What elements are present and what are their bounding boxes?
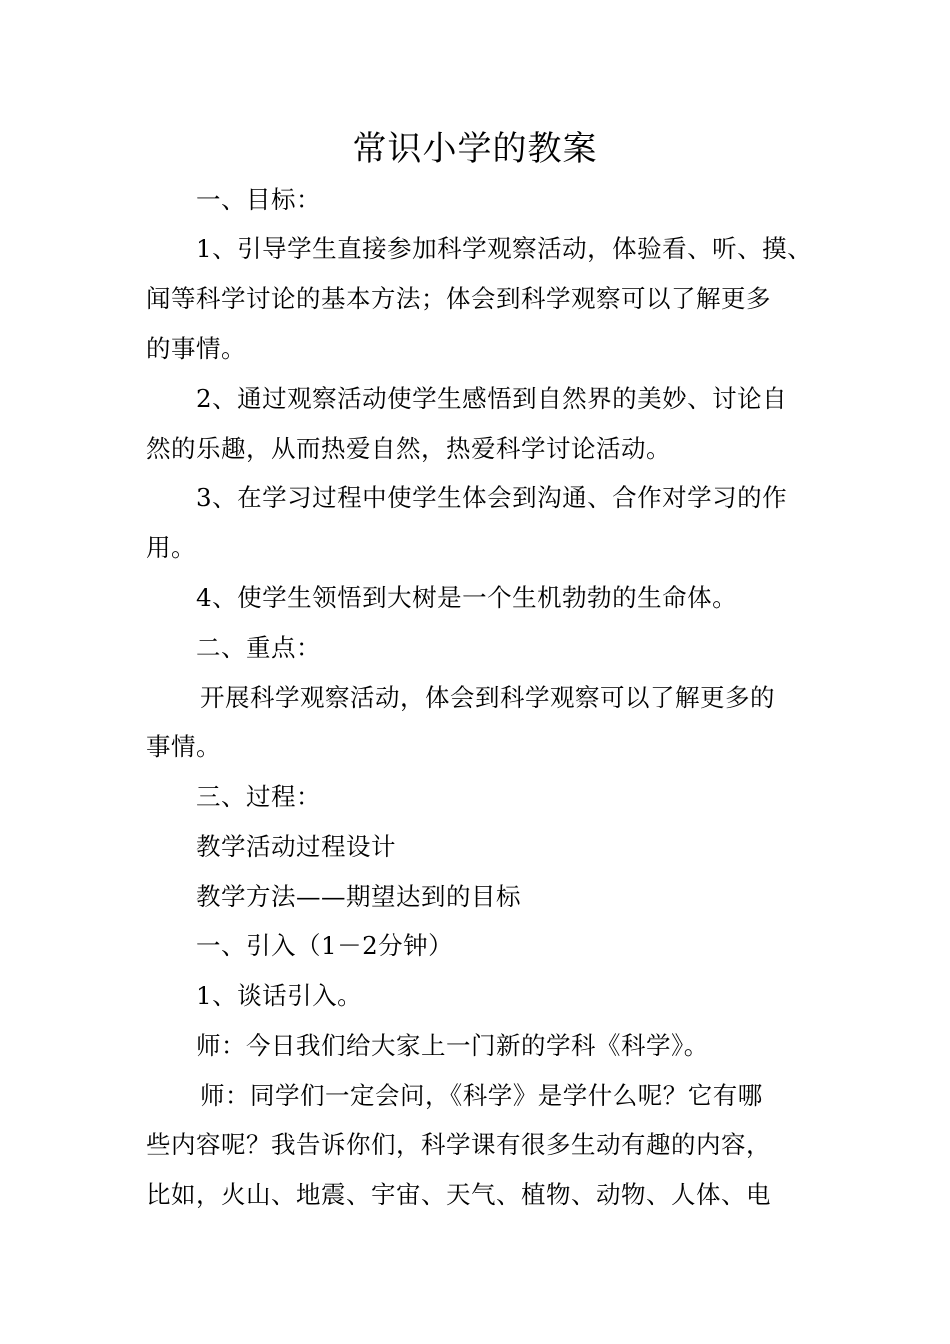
paragraph-line: 事情。 (146, 732, 221, 761)
paragraph-line: 开展科学观察活动，体会到科学观察可以了解更多的 (200, 683, 775, 712)
paragraph-line: 些内容呢？我告诉你们，科学课有很多生动有趣的内容， (146, 1130, 771, 1159)
heading-key-points: 二、重点： (196, 633, 321, 662)
paragraph-line: 师：同学们一定会问，《科学》是学什么呢？它有哪 (200, 1081, 763, 1110)
document-title: 常识小学的教案 (352, 129, 598, 169)
heading-goals: 一、目标： (196, 185, 321, 214)
paragraph-line: 1、引导学生直接参加科学观察活动，体验看、听、摸、 (196, 234, 813, 263)
paragraph-line: 闻等科学讨论的基本方法；体会到科学观察可以了解更多 (146, 284, 771, 313)
paragraph-line: 2、通过观察活动使学生感悟到自然界的美妙、讨论自 (196, 384, 788, 413)
heading-process: 三、过程： (196, 782, 321, 811)
paragraph-line: 的事情。 (146, 334, 246, 363)
heading-introduction: 一、引入（1－2分钟） (196, 931, 454, 960)
paragraph-line: 1、谈话引入。 (196, 981, 363, 1010)
paragraph-line: 4、使学生领悟到大树是一个生机勃勃的生命体。 (196, 583, 738, 612)
paragraph-line: 教学活动过程设计 (196, 832, 396, 861)
paragraph-line: 师：今日我们给大家上一门新的学科《科学》。 (196, 1031, 709, 1060)
paragraph-line: 比如，火山、地震、宇宙、天气、植物、动物、人体、电 (146, 1180, 771, 1209)
paragraph-line: 教学方法——期望达到的目标 (196, 882, 521, 911)
paragraph-line: 然的乐趣，从而热爱自然，热爱科学讨论活动。 (146, 434, 671, 463)
paragraph-line: 用。 (146, 533, 196, 562)
paragraph-line: 3、在学习过程中使学生体会到沟通、合作对学习的作 (196, 483, 788, 512)
